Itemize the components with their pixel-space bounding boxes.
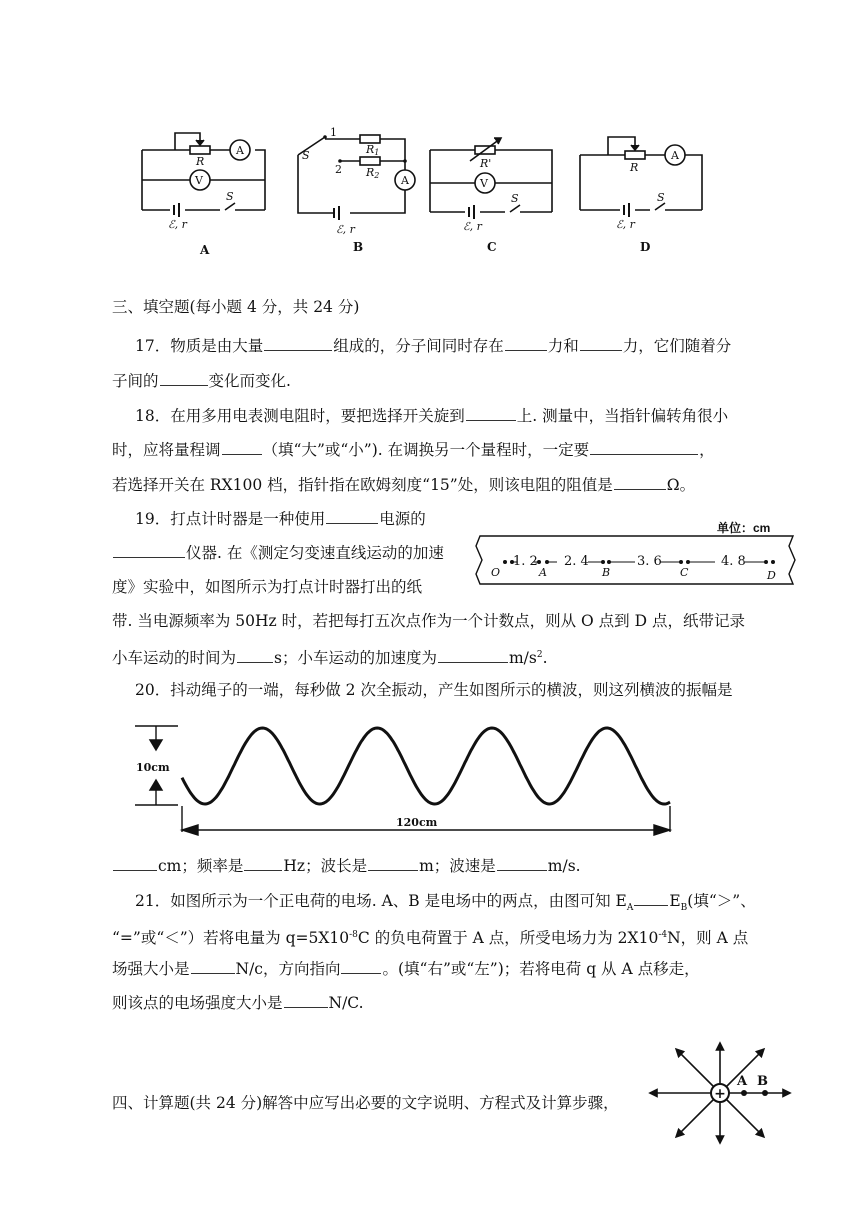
tape-point-d: D	[767, 569, 776, 582]
q19-line1: 19．打点计时器是一种使用 电源的	[135, 510, 426, 528]
meter-v-label: V	[195, 174, 203, 187]
q21-line3: 场强大小是 N/c，方向指向 。(填“右”或“左”)；若将电荷 q 从 A 点移走，	[112, 960, 700, 978]
q17-line1: 17．物质是由大量 组成的，分子间同时存在 力和 力，它们随着分	[135, 337, 732, 355]
q20-blank-2[interactable]	[244, 856, 282, 871]
q18-blank-4[interactable]	[614, 475, 666, 490]
q19-blank-1[interactable]	[326, 509, 378, 524]
tape-point-b: B	[602, 566, 611, 579]
q21-blank-3[interactable]	[341, 959, 381, 974]
meter-c-label: V	[480, 177, 488, 190]
electric-field-diagram	[645, 1040, 795, 1148]
switch-a-label: S	[226, 190, 234, 203]
q17-blank-3[interactable]	[580, 336, 622, 351]
q18-blank-3[interactable]	[590, 440, 698, 455]
q21-line1: 21．如图所示为一个正电荷的电场. A、B 是电场中的两点，由图可知 $E_A$ $E_B$(填“＞”、	[135, 892, 756, 914]
wave-length-label: 120cm	[396, 816, 438, 829]
field-arrowhead	[717, 1136, 724, 1143]
resistor-b2-label: R2	[366, 166, 380, 180]
circuit-label-a: A	[200, 243, 210, 257]
battery-a-label: ℰ, r	[168, 218, 187, 231]
circuit-b	[298, 135, 415, 220]
wave-diagram	[130, 722, 690, 842]
meter-d-label: A	[671, 149, 679, 162]
q19-blank-3[interactable]	[237, 648, 273, 663]
meter-b-label: A	[401, 174, 409, 187]
circuit-diagrams	[130, 125, 720, 260]
q21-line4: 则该点的电场强度大小是 N/C.	[112, 994, 364, 1012]
tape-unit-label: 单位：cm	[717, 521, 771, 535]
q17-blank-4[interactable]	[160, 371, 208, 386]
circuit-d	[580, 137, 702, 217]
resistor-a-label: R	[196, 155, 205, 168]
meter-a-label: A	[236, 144, 244, 157]
field-arrowhead	[783, 1090, 790, 1097]
circuit-label-c: C	[487, 240, 497, 254]
q18-line3: 若选择开关在 RX100 档，指针指在欧姆刻度“15”处，则该电阻的阻值是 Ω。	[112, 476, 696, 494]
tape-seg-1: 1. 2	[513, 554, 538, 569]
q21-blank-1[interactable]	[634, 891, 668, 906]
q21-blank-4[interactable]	[284, 993, 328, 1008]
q20-blank-3[interactable]	[368, 856, 418, 871]
q19-line3: 度》实验中，如图所示为打点计时器打出的纸	[112, 578, 423, 596]
field-point-b: B	[757, 1074, 768, 1089]
tape-seg-4: 4. 8	[721, 554, 746, 569]
resistor-c-label: R'	[480, 157, 492, 170]
q20-blank-4[interactable]	[497, 856, 547, 871]
q17-blank-1[interactable]	[264, 336, 332, 351]
switch-d-label: S	[657, 191, 665, 204]
battery-c-label: ℰ, r	[463, 220, 482, 233]
section-4-heading: 四、计算题(共 24 分)解答中应写出必要的文字说明、方程式及计算步骤，	[112, 1094, 619, 1112]
tape-point-c: C	[680, 566, 689, 579]
circuit-label-d: D	[640, 240, 651, 254]
q17-line2: 子间的 变化而变化.	[112, 372, 291, 390]
q18-line2: 时，应将量程调 （填“大”或“小”). 在调换另一个量程时，一定要 ，	[112, 441, 715, 459]
q20-line2: cm；频率是 Hz；波长是 m；波速是 m/s.	[112, 856, 581, 876]
q19-line4: 带. 当电源频率为 50Hz 时，若把每打五次点作为一个计数点，则从 O 点到 D 点，纸带记录	[112, 612, 745, 630]
paper-tape	[475, 534, 800, 586]
resistor-b1-label: R1	[366, 143, 380, 157]
wave-curve	[182, 728, 670, 804]
contact-1-label: 1	[330, 126, 337, 139]
section-3-heading: 三、填空题(每小题 4 分，共 24 分)	[112, 298, 360, 316]
field-arrowhead	[650, 1090, 657, 1097]
q20-blank-1[interactable]	[113, 856, 157, 871]
q17-blank-2[interactable]	[505, 336, 547, 351]
tape-point-o: O	[491, 566, 501, 579]
switch-c-label: S	[511, 192, 519, 205]
tape-seg-3: 3. 6	[637, 554, 662, 569]
q21-blank-2[interactable]	[191, 959, 235, 974]
battery-d-label: ℰ, r	[616, 218, 635, 231]
q19-blank-2[interactable]	[113, 543, 185, 558]
resistor-d-label: R	[630, 161, 639, 174]
circuit-label-b: B	[353, 240, 364, 254]
switch-b-label: S	[302, 149, 310, 162]
q19-blank-4[interactable]	[438, 648, 508, 663]
field-point-a: A	[737, 1074, 748, 1089]
q21-line2: “=”或“＜”）若将电量为 $q=5X10^{-8}C$ 的负电荷置于 A 点，所受电场力为 $2X10^{-4}N$，则 A 点	[112, 929, 749, 948]
battery-b-label: ℰ, r	[336, 223, 355, 236]
q18-blank-2[interactable]	[222, 440, 262, 455]
q20-line1: 20．抖动绳子的一端，每秒做 2 次全振动，产生如图所示的横波，则这列横波的振幅是	[135, 681, 733, 699]
wave-amplitude-label: 10cm	[136, 761, 170, 774]
circuit-c	[430, 138, 552, 219]
contact-2-label: 2	[335, 163, 342, 176]
q19-line2: 仪器. 在《测定匀变速直线运动的加速	[112, 543, 444, 563]
circuit-a	[142, 133, 265, 217]
q19-line5: 小车运动的时间为 s；小车运动的加速度为 $m/s^2$.	[112, 649, 548, 668]
field-arrowhead	[717, 1043, 724, 1050]
q18-line1: 18．在用多用电表测电阻时，要把选择开关旋到 上. 测量中，当指针偏转角很小	[135, 407, 729, 425]
q18-blank-1[interactable]	[466, 406, 516, 421]
tape-seg-2: 2. 4	[564, 554, 589, 569]
tape-point-a: A	[539, 566, 547, 579]
field-charge-sign: +	[714, 1086, 726, 1102]
